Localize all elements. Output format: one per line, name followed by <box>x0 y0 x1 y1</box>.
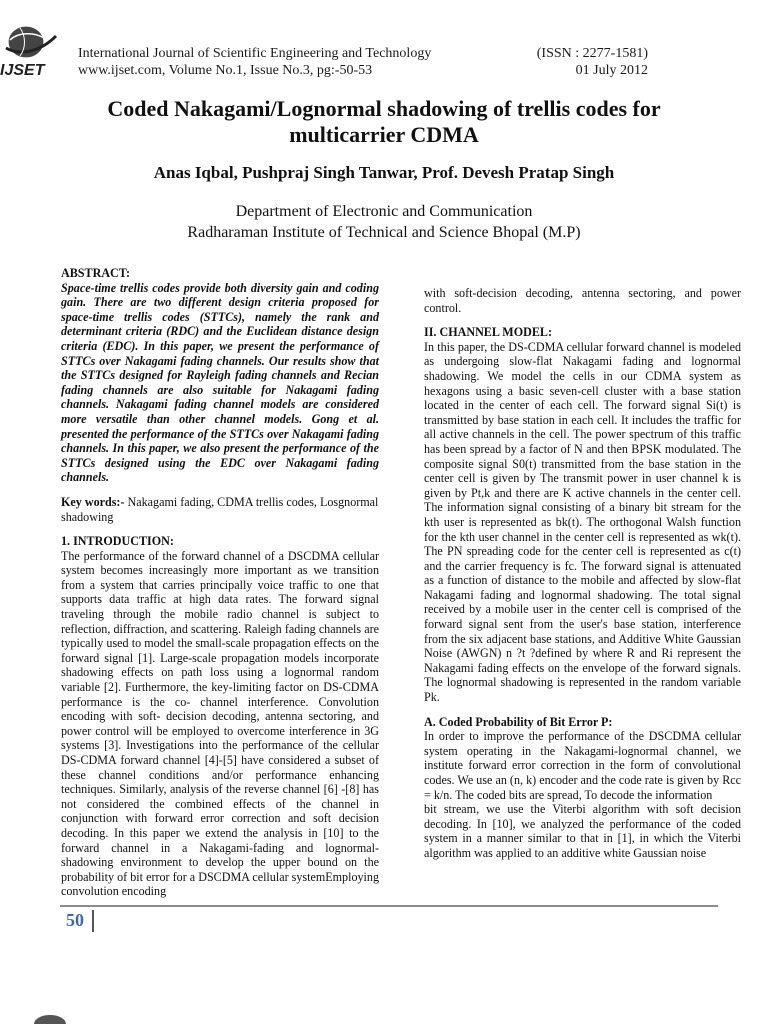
channel-model-body: In this paper, the DS-CDMA cellular forward channel is modeled as undergoing slow-flat Nakagami fading and lognormal shadowing. We model the cells in our CDMA system as hexagons using a basic seven-cell cluster with a base station located in the center of each cell. The forward signal Si(t) is transmitted by base station in each cell. It includes the traffic for all active channels in the cell. The power spectrum of this traffic has been spread by a factor of N and then BPSK modulated. The composite signal S0(t) transmitted from the base station in the center cell is given by The transmit power in user channel k is given by Pt,k and there are K active channels in the center cell. The information signal consisting of a binary bit stream for the kth user is represented as bk(t). The orthogonal Walsh function for the kth user channel in the center cell is represented as wk(t). The PN spreading code for the center cell is represented as c(t) and the carrier frequency is fc. The forward signal is attenuated as a function of distance to the mobile and affected by slow-flat Nakagami fading and lognormal shadowing. The total signal received by a mobile user in the center cell is comprised of the forward signal sent from the user's base station, interference from the six adjacent base stations, and Additive White Gaussian Noise (AWGN) n ?t ?defined by where R and Ri represent the Nakagami fading effects on the envelope of the forward signals. The lognormal shadowing is represented in the random variable Pk. <box>424 339 741 705</box>
page-number: 50 <box>66 910 84 930</box>
intro-continuation: with soft-decision decoding, antenna sectoring, and power control. <box>424 286 741 315</box>
title-line-2: multicarrier CDMA <box>289 122 479 147</box>
footer-rule <box>60 905 718 907</box>
paper-title <box>0 96 768 148</box>
journal-name: International Journal of Scientific Engineering and Technology <box>78 46 432 61</box>
logo-text: IJSET <box>0 62 45 79</box>
coded-probability-heading: A. Coded Probability of Bit Error P: <box>424 714 613 729</box>
journal-issn-block <box>537 45 648 79</box>
coded-probability-body-2: bit stream, we use the Viterbi algorithm with soft decision decoding. In [10], we analyzed the performance of the coded system in a manner similar to that in [1], in which the Viterbi algorithm was applied to an additive white Gaussian noise <box>424 802 741 860</box>
right-column <box>424 286 741 861</box>
abstract-heading: ABSTRACT: <box>61 266 130 280</box>
keywords <box>61 495 379 524</box>
bottom-logo-icon <box>30 1012 70 1024</box>
journal-logo <box>0 18 72 80</box>
authors: Anas Iqbal, Pushpraj Singh Tanwar, Prof. Devesh Pratap Singh <box>153 163 615 182</box>
introduction-heading: 1. INTRODUCTION: <box>61 534 174 549</box>
keywords-label: Key words:- <box>61 494 125 509</box>
publication-date: 01 July 2012 <box>575 63 648 78</box>
globe-icon <box>0 18 60 64</box>
abstract-body: Space-time trellis codes provide both diversity gain and coding gain. There are two different design criteria proposed for space-time trellis codes (STTCs), namely the rank and determinant criteria (RDC) and the Euclidean distance design criteria (EDC). In this paper, we present the performance of STTCs over Nakagami fading channels. Our results show that the STTCs designed for Rayleigh fading channels and Recian fading channels are also suitable for Nakagami fading channels. Nakagami fading channel models are considered more versatile than other channel models. Gong et al. presented the performance of the STTCs over Nakagami fading channels. In this paper, we also present the performance of the STTCs designed using the EDC over Nakagami fading channels. <box>61 280 379 485</box>
keywords-text: Nakagami fading, CDMA trellis codes, Losgnormal shadowing <box>61 494 379 524</box>
affiliation <box>0 201 768 243</box>
affiliation-institute: Radharaman Institute of Technical and Science Bhopal (M.P) <box>187 224 581 241</box>
title-line-1: Coded Nakagami/Lognormal shadowing of trellis codes for <box>107 96 661 121</box>
issn: (ISSN : 2277-1581) <box>536 46 648 61</box>
left-column <box>61 266 379 899</box>
page-number-divider <box>92 910 94 932</box>
coded-probability-body-1: In order to improve the performance of the DSCDMA cellular system operating in the Nakagami-lognormal channel, we institute forward error correction in the form of convolutional codes. We use an (n, k) encoder and the code rate is given by Rcc = k/n. The coded bits are spread, To decode the information <box>424 729 741 802</box>
journal-website: www.ijset.com, Volume No.1, Issue No.3, pg:-50-53 <box>78 63 373 78</box>
affiliation-department: Department of Electronic and Communication <box>235 203 533 220</box>
introduction-body: The performance of the forward channel of a DSCDMA cellular system becomes increasingly more important as we transition from a system that carries principally voice traffic to one that supports data traffic at high data rates. The forward signal traveling through the mobile radio channel is subject to reflection, diffraction, and scattering. Raleigh fading channels are typically used to model the small-scale propagation effects on the forward signal [1]. Large-scale propagation models incorporate shadowing effects on path loss using a lognormal random variable [2]. Furthermore, the key-limiting factor on DS-CDMA performance is the co- channel interference. Convolution encoding with soft- decision decoding, antenna sectoring, and power control will be employed to overcome interference in 3G systems [3]. Investigations into the performance of the cellular DS-CDMA forward channel [4]-[5] have considered a subset of these channel conditions and/or performance enhancing techniques. Similarly, analysis of the reverse channel [6] -[8] has not considered the combined effects of the channel in conjunction with forward error correction and soft decision decoding. In this paper we extend the analysis in [10] to the forward channel in a Nakagami-fading and lognormal- shadowing environment to develop the upper bound on the probability of bit error for a DSCDMA cellular systemEmploying convolution encoding <box>61 548 379 899</box>
journal-header <box>78 45 431 79</box>
channel-model-heading: II. CHANNEL MODEL: <box>424 325 553 340</box>
